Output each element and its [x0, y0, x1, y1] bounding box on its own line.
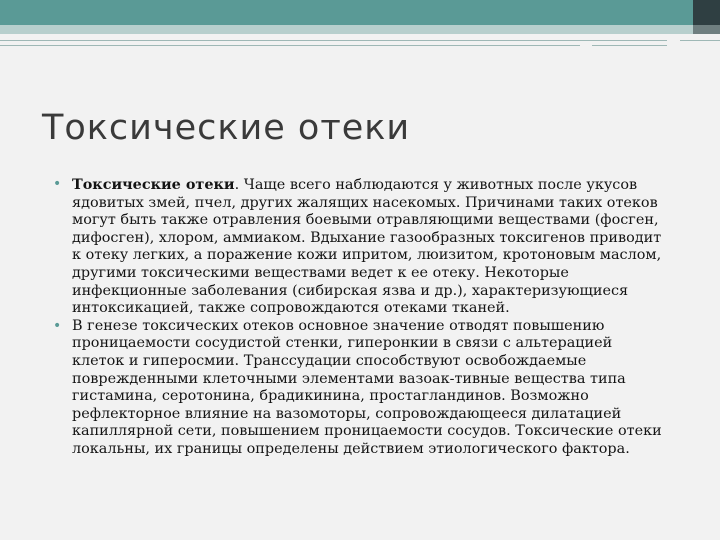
bullet-text: . Чаще всего наблюдаются у животных после укусов ядовитых змей, пчел, других жалящих насекомых. Причинами таких отеков могут быть также отравления боевыми отравляющими веществами (фосген, дифосген), хлором, аммиаком. Вдыхание газообразных токсигенов приводит к отеку легких, а поражение кожи ипритом, люизитом, кротоновым маслом, другими токсическими веществами ведет к ее отеку. Некоторые инфекционные заболевания (сибирская язва и др.), характеризующиеся интоксикацией, также сопровождаются отеками тканей. [72, 177, 662, 317]
top-accent-band [0, 0, 720, 25]
decorative-rule [592, 45, 667, 46]
top-corner-light-block [693, 25, 720, 34]
bullet-list [50, 176, 668, 459]
bullet-item [50, 176, 668, 318]
bullet-icon: • [53, 317, 62, 334]
bullet-lead-term: Токсические отеки [72, 176, 235, 193]
top-light-band [0, 25, 720, 34]
bullet-icon: • [53, 176, 62, 192]
decorative-rule [680, 40, 720, 41]
bullet-text: В генезе токсических отеков основное значение отводят повышению проницаемости сосудистой стенки, гиперонкии в связи с альтерацией клеток и гиперосмии. Транссудации способствуют освобождаемые поврежденными клеточными элементами вазоак-тивные вещества типа гистамина, серотонина, брадикинина, простагландинов. Возможно рефлекторное влияние на вазомоторы, сопровождающееся дилатацией капиллярной сети, повышением проницаемости сосудов. Токсические отеки локальны, их границы определены действием этиологического фактора. [72, 317, 662, 457]
slide-title: Токсические отеки [42, 108, 411, 148]
top-corner-block [693, 0, 720, 25]
decorative-rule [0, 40, 667, 41]
decorative-rule [0, 45, 580, 46]
bullet-item [50, 318, 668, 459]
